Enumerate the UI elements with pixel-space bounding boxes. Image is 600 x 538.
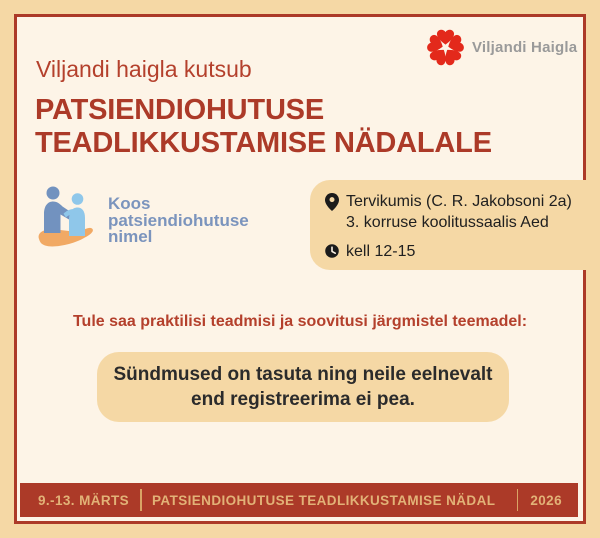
footer-year: 2026 [530, 492, 562, 508]
location-pin-icon [325, 193, 339, 216]
location-line2: 3. korruse koolitussaalis Aed [346, 214, 549, 231]
time-text: kell 12-15 [346, 243, 416, 260]
time-row [325, 241, 600, 263]
kicker-text: Viljandi haigla kutsub [36, 56, 252, 82]
footer-divider-right [517, 489, 519, 511]
footer-label: PATSIENDIOHUTUSE TEADLIKKUSTAMISE NÄDAL [152, 492, 496, 508]
partner-logo [36, 184, 249, 252]
partner-logo-text [108, 196, 249, 252]
brand-name: Viljandi Haigla [472, 39, 578, 56]
location-row [325, 191, 600, 233]
partner-text-line3: nimel [108, 227, 153, 246]
location-line1: Tervikumis (C. R. Jakobsoni 2a) [346, 193, 572, 210]
people-hand-icon [36, 184, 100, 252]
note-box [97, 352, 509, 422]
flower-icon [426, 28, 465, 67]
footer-bar [20, 483, 578, 517]
note-line2: end registreerima ei pea. [191, 389, 415, 410]
partner-text-line1: Koos [108, 194, 151, 213]
note-text [113, 362, 492, 412]
event-info-box [310, 180, 600, 270]
note-line1: Sündmused on tasuta ning neile eelnevalt [113, 364, 493, 385]
location-text [346, 191, 572, 233]
poster-title-line2: TEADLIKKUSTAMISE NÄDALALE [35, 127, 492, 159]
clock-icon [325, 244, 339, 263]
partner-text-line2: patsiendiohutuse [108, 210, 249, 230]
lead-text: Tule saa praktilisi teadmisi ja soovitusi järgmistel teemadel: [72, 313, 528, 330]
footer-dates: 9.-13. MÄRTS [38, 492, 130, 508]
poster-title-line1: PATSIENDIOHUTUSE [35, 94, 324, 126]
poster-title [35, 94, 492, 160]
brand-logo [426, 28, 577, 67]
